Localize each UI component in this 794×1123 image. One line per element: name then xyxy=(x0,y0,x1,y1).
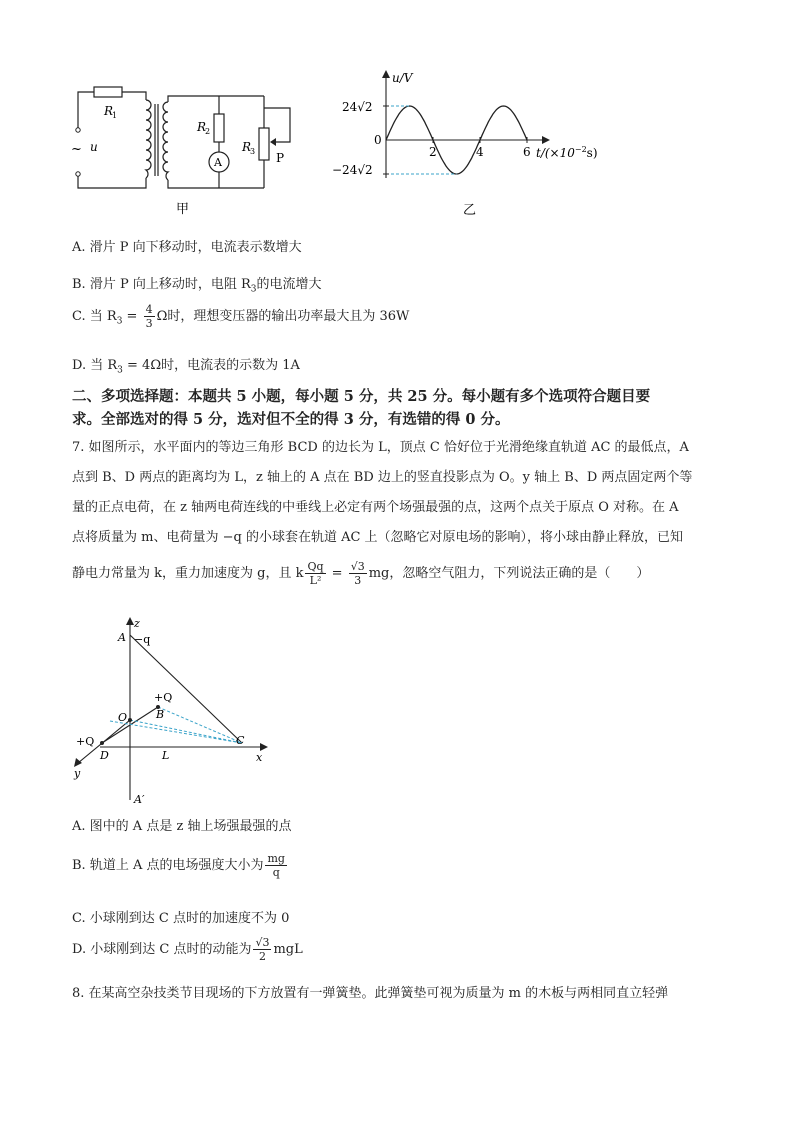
fraction-numerator: 4 xyxy=(145,303,153,316)
option-text: 小球刚到达 C 点时的动能为 xyxy=(90,942,252,957)
option-q7-d xyxy=(72,936,303,963)
q7-line5-pre: 静电力常量为 k，重力加速度为 g，且 k xyxy=(72,566,304,581)
label-a: A xyxy=(118,631,126,644)
label-a-prime: A′ xyxy=(134,793,145,806)
q7-line4: 点将质量为 m、电荷量为 −q 的小球套在轨道 AC 上（忽略它对原电场的影响），将小球由静止释放，已知 xyxy=(72,530,684,545)
option-text: 小球刚到达 C 点时的加速度不为 0 xyxy=(89,911,290,926)
option-sub: 3 xyxy=(116,316,123,327)
circuit-figure-jia xyxy=(64,84,304,219)
label-r2-sub: 2 xyxy=(205,127,211,136)
label-r3-sub: 3 xyxy=(250,147,256,156)
q7-line2: 点到 B、D 两点的距离均为 L，z 轴上的 A 点在 BD 边上的竖直投影点为 O。y 轴上 B、D 两点固定两个等 xyxy=(72,470,693,485)
option-letter: B. xyxy=(72,858,86,873)
option-letter: B. xyxy=(72,277,86,292)
option-q7-a xyxy=(72,815,291,834)
label-plus-q-top: +Q xyxy=(154,691,173,704)
label-r1: R xyxy=(104,104,114,118)
label-ammeter: A xyxy=(214,156,222,169)
question-7 xyxy=(72,433,722,591)
option-q7-c xyxy=(72,907,289,926)
option-post: Ω时，理想变压器的输出功率最大且为 36W xyxy=(156,309,410,324)
dashed-dc xyxy=(130,720,242,743)
option-q6-d xyxy=(72,354,300,376)
x-axis-label: $t/(\times 10^{-2}s)$ xyxy=(536,145,598,160)
charge-d xyxy=(100,741,104,745)
option-q6-c xyxy=(72,303,409,330)
secondary-wire-bottom xyxy=(168,180,264,188)
x-tick-label: 4 xyxy=(476,145,484,159)
x-tick-label: 6 xyxy=(523,145,531,159)
primary-wire-bottom xyxy=(78,174,146,188)
resistor-r3 xyxy=(259,128,269,160)
option-text-2: 的电流增大 xyxy=(256,277,322,292)
option-pre: 当 R xyxy=(90,358,118,373)
primary-wire-top-left xyxy=(78,92,94,98)
option-sub: 3 xyxy=(250,284,257,295)
label-r1-sub: 1 xyxy=(112,111,118,120)
y-axis-arrow xyxy=(74,758,82,767)
fraction-denominator: q xyxy=(272,866,280,879)
q7-figure xyxy=(70,615,280,810)
origin-o xyxy=(128,718,132,722)
label-minus-q: −q xyxy=(134,633,151,646)
fraction-denominator: 3 xyxy=(354,574,362,587)
primary-wire-top-right xyxy=(122,92,146,100)
origin-label: 0 xyxy=(374,133,382,147)
label-d: D xyxy=(100,749,109,762)
option-text: 轨道上 A 点的电场强度大小为 xyxy=(89,858,264,873)
label-plus-q-left: +Q xyxy=(76,735,95,748)
q7-line1: 7. 如图所示，水平面内的等边三角形 BCD 的边长为 L，顶点 C 恰好位于光滑绝缘直轨道 AC 的最低点，A xyxy=(72,440,689,455)
fraction-sqrt3-2 xyxy=(253,936,271,963)
option-text: 滑片 P 向下移动时，电流表示数增大 xyxy=(89,240,302,255)
fraction-sqrt3 xyxy=(349,560,367,587)
option-letter: C. xyxy=(72,911,86,926)
fraction-numerator: √3 xyxy=(350,560,365,573)
option-letter: C. xyxy=(72,309,86,324)
option-q6-b xyxy=(72,273,322,295)
section2-line2: 求。全部选对的得 5 分，选对但不全的得 3 分，有选错的得 0 分。 xyxy=(72,411,510,428)
resistor-r2 xyxy=(214,114,224,142)
fraction-numerator: mg xyxy=(267,852,285,865)
fraction-mg-q xyxy=(265,852,286,879)
caption-jia: 甲 xyxy=(176,202,190,217)
fraction-numerator: Qq xyxy=(307,560,324,573)
q7-line5-post: mg，忽略空气阻力，下列说法正确的是（ ） xyxy=(368,566,650,581)
option-pre: 当 R xyxy=(89,309,117,324)
fraction-denominator: 2 xyxy=(258,950,266,963)
option-letter: D. xyxy=(72,358,87,373)
primary-coil xyxy=(146,100,151,178)
question-8 xyxy=(72,982,668,1001)
resistor-r1 xyxy=(94,87,122,97)
x-axis-arrow xyxy=(542,136,550,144)
option-letter: A. xyxy=(72,819,86,834)
fraction-denominator: 3 xyxy=(145,317,153,330)
fraction-numerator: √3 xyxy=(255,936,270,949)
y-top-label: 24√2 xyxy=(342,100,373,114)
y-bottom-label: −24√2 xyxy=(332,163,373,177)
option-text: 图中的 A 点是 z 轴上场强最强的点 xyxy=(89,819,292,834)
option-letter: A. xyxy=(72,240,86,255)
z-axis-arrow xyxy=(126,617,134,625)
option-eq: = xyxy=(122,309,142,324)
fraction-qq xyxy=(305,560,325,587)
caption-yi: 乙 xyxy=(463,203,477,218)
option-letter: D. xyxy=(72,942,87,957)
section2-heading xyxy=(72,385,722,431)
option-post: mgL xyxy=(273,942,303,957)
option-sub: 3 xyxy=(117,365,123,376)
y-axis-arrow xyxy=(382,70,390,78)
section2-line1: 二、多项选择题：本题共 5 小题，每小题 5 分，共 25 分。每小题有多个选项符合题目要 xyxy=(72,388,651,405)
waveform-figure-yi xyxy=(328,66,618,226)
y-axis-label: u/V xyxy=(392,71,413,85)
label-b: B xyxy=(156,708,165,721)
fraction xyxy=(144,303,155,330)
dashed-bc xyxy=(158,707,242,743)
q8-line1: 8. 在某高空杂技类节目现场的下方放置有一弹簧垫。此弹簧垫可视为质量为 m 的木板与两相同直立轻弹 xyxy=(72,986,669,1001)
option-text: 滑片 P 向上移动时，电阻 R xyxy=(89,277,251,292)
label-o: O xyxy=(118,711,128,724)
option-q6-a xyxy=(72,236,302,255)
secondary-wire-top xyxy=(168,96,264,102)
label-x: x xyxy=(256,751,263,764)
x-axis-arrow xyxy=(260,743,268,751)
label-ac-tilde: ~ xyxy=(71,142,82,157)
label-slider-p: P xyxy=(276,151,285,165)
slider-arrow xyxy=(270,138,276,146)
q7-eq: = xyxy=(327,566,347,581)
q7-line5 xyxy=(72,557,722,591)
fraction-denominator: L² xyxy=(309,574,322,587)
label-r3: R xyxy=(242,140,252,154)
option-q7-b xyxy=(72,852,289,879)
q7-line3: 量的正点电荷，在 z 轴两电荷连线的中垂线上必定有两个场强最强的点，这两个点关于原点 O 对称。在 A xyxy=(72,500,679,515)
secondary-coil xyxy=(163,102,168,180)
x-tick-label: 2 xyxy=(429,145,437,159)
label-z: z xyxy=(134,617,140,630)
label-c: C xyxy=(236,734,245,747)
label-y: y xyxy=(74,767,81,780)
option-post: = 4Ω时，电流表的示数为 1A xyxy=(122,358,300,373)
label-u: u xyxy=(90,140,98,154)
label-r2: R xyxy=(197,120,207,134)
label-l: L xyxy=(162,749,170,762)
